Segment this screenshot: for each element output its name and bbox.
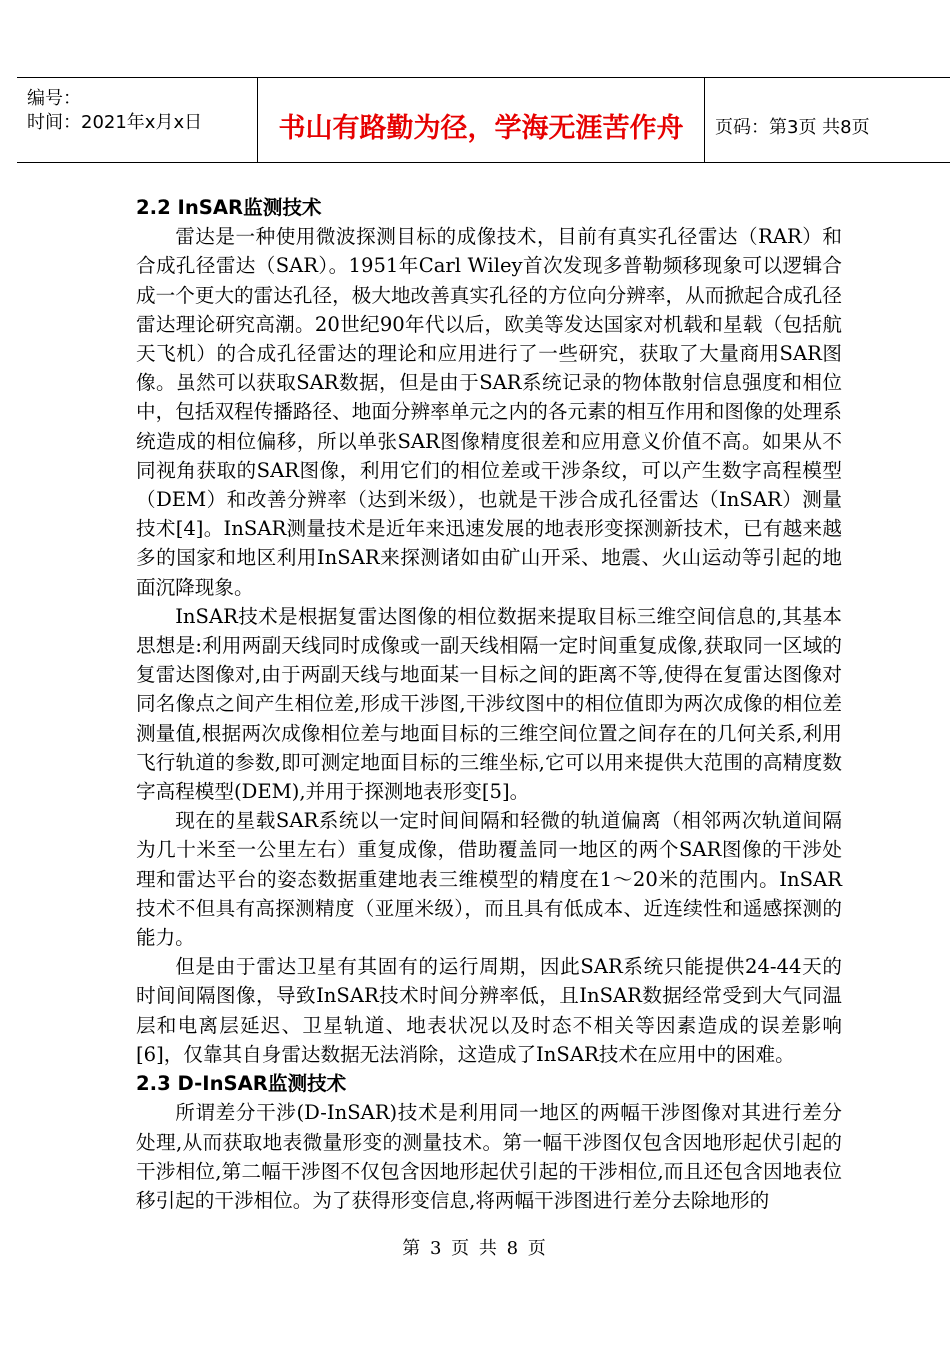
document-number-label: 编号： (27, 88, 81, 109)
paragraph: 所谓差分干涉(D-InSAR)技术是利用同一地区的两幅干涉图像对其进行差分处理,从而获取地表微量形变的测量技术。第一幅干涉图仅包含因地形起伏引起的干涉相位,第二幅干涉图不仅包含因地形起伏引起的干涉相位,而且还包含因地表位移引起的干涉相位。为了获得形变信息,将两幅干涉图进行差分去除地形的 (136, 1101, 842, 1212)
section-heading-d-insar: 2.3 D-InSAR监测技术 (136, 1072, 347, 1096)
header-motto-cell (257, 78, 705, 162)
section-heading-insar: 2.2 InSAR监测技术 (136, 196, 322, 219)
paragraph: 现在的星载SAR系统以一定时间间隔和轻微的轨道偏离（相邻两次轨道间隔为几十米至一公里左右）重复成像，借助覆盖同一地区的两个SAR图像的干涉处理和雷达平台的姿态数据重建地表三维模型的精度在1～20米的范围内。InSAR技术不但具有高探测精度（亚厘米级），而且具有低成本、近连续性和遥感探测的能力。 (136, 809, 842, 950)
page-footer: 第 3 页 共 8 页 (402, 1238, 548, 1259)
header-page-info: 页码：第3页 共8页 (715, 117, 870, 138)
paragraph: 但是由于雷达卫星有其固有的运行周期，因此SAR系统只能提供24-44天的时间间隔图像，导致InSAR技术时间分辨率低，且InSAR数据经常受到大气同温层和电离层延迟、卫星轨道、地表状况以及时态不相关等因素造成的误差影响[6]，仅靠其自身雷达数据无法消除，这造成了InSAR技术在应用中的困难。 (136, 955, 842, 1066)
document-time-label: 时间：2021年x月x日 (27, 112, 203, 133)
header-motto: 书山有路勤为径，学海无涯苦作舟 (278, 113, 684, 144)
paragraph: InSAR技术是根据复雷达图像的相位数据来提取目标三维空间信息的,其基本思想是:利用两副天线同时成像或一副天线相隔一定时间重复成像,获取同一区域的复雷达图像对,由于两副天线与地面某一目标之间的距离不等,使得在复雷达图像对同名像点之间产生相位差,形成干涉图,干涉纹图中的相位值即为两次成像的相位差测量值,根据两次成像相位差与地面目标的三维空间位置之间存在的几何关系,利用飞行轨道的参数,即可测定地面目标的三维坐标,它可以用来提供大范围的高精度数字高程模型(DEM),并用于探测地表形变[5]。 (136, 604, 842, 804)
document-body (136, 193, 842, 1215)
header-meta-cell (17, 78, 257, 162)
paragraph: 雷达是一种使用微波探测目标的成像技术，目前有真实孔径雷达（RAR）和合成孔径雷达（SAR）。1951年Carl Wiley首次发现多普勒频移现象可以逻辑合成一个更大的雷达孔径，极大地改善真实孔径的方位向分辨率，从而掀起合成孔径雷达理论研究高潮。20世纪90年代以后，欧美等发达国家对机载和星载（包括航天飞机）的合成孔径雷达的理论和应用进行了一些研究，获取了大量商用SAR图像。虽然可以获取SAR数据，但是由于SAR系统记录的物体散射信息强度和相位中，包括双程传播路径、地面分辨率单元之内的各元素的相互作用和图像的处理系统造成的相位偏移，所以单张SAR图像精度很差和应用意义价值不高。如果从不同视角获取的SAR图像，利用它们的相位差或干涉条纹，可以产生数字高程模型（DEM）和改善分辨率（达到米级），也就是干涉合成孔径雷达（InSAR）测量技术[4]。InSAR测量技术是近年来迅速发展的地表形变探测新技术，已有越来越多的国家和地区利用InSAR来探测诸如由矿山开采、地震、火山运动等引起的地面沉降现象。 (136, 225, 842, 599)
page-header (17, 77, 950, 163)
